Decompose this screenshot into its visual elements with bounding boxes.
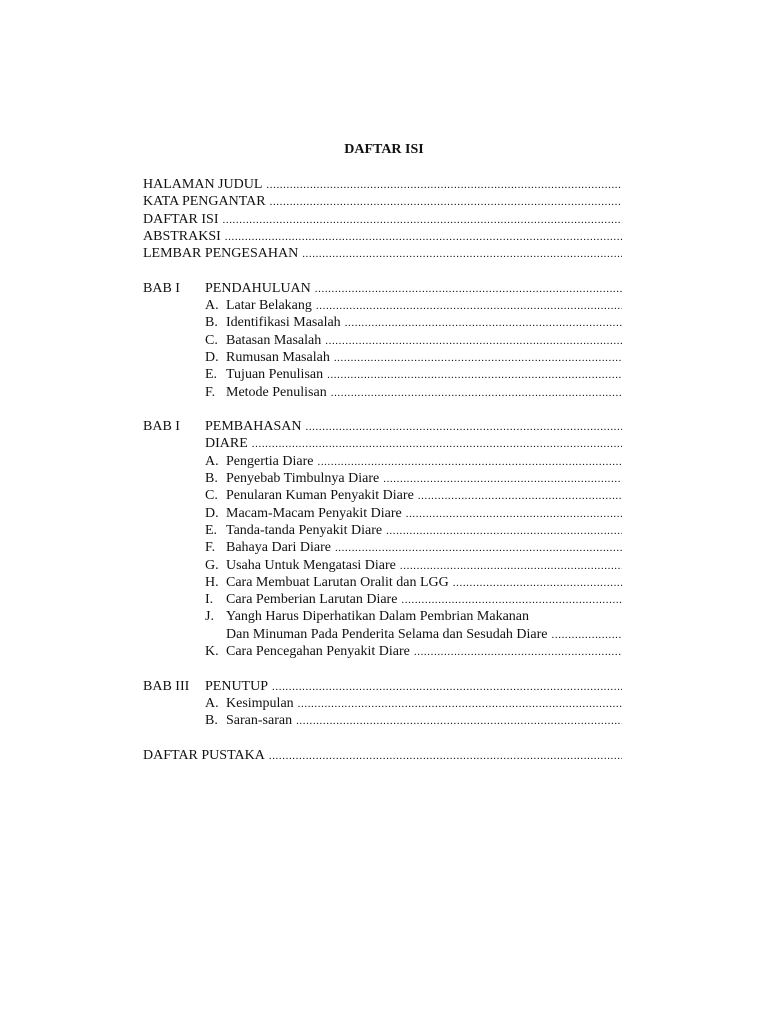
section-letter: B. <box>205 471 218 487</box>
toc-section <box>143 712 622 729</box>
dot-leader <box>406 506 622 523</box>
dot-leader <box>345 315 622 332</box>
section-letter: A. <box>205 453 219 469</box>
chapter-subtitle: DIARE <box>205 436 248 452</box>
toc-section <box>143 349 622 366</box>
dot-leader <box>272 679 622 696</box>
section-title: Cara Membuat Larutan Oralit dan LGG <box>226 574 449 590</box>
toc-section <box>143 539 622 556</box>
dot-leader <box>334 350 622 367</box>
dot-leader <box>302 246 622 263</box>
dot-leader <box>298 696 622 713</box>
section-letter: H. <box>205 574 219 590</box>
section-title: Cara Pemberian Larutan Diare <box>226 592 398 608</box>
section-title: Yangh Harus Diperhatikan Dalam Pembrian Makanan <box>226 609 530 625</box>
toc-entry-lembar-pengesahan <box>143 245 622 262</box>
toc-section <box>143 470 622 487</box>
section-title: Tanda-tanda Penyakit Diare <box>226 522 383 538</box>
dot-leader <box>453 575 622 592</box>
toc-entry-label: DAFTAR ISI <box>143 211 219 227</box>
page-title: DAFTAR ISI <box>344 142 424 157</box>
section-letter: D. <box>205 349 219 365</box>
section-letter: B. <box>205 713 218 729</box>
dot-leader <box>327 367 622 384</box>
dot-leader <box>270 194 622 211</box>
dot-leader <box>386 523 622 540</box>
dot-leader <box>316 298 622 315</box>
toc-entry-abstraksi <box>143 228 622 245</box>
section-title: Bahaya Dari Diare <box>226 540 331 556</box>
toc-section <box>143 591 622 608</box>
dot-leader <box>383 471 622 488</box>
toc-section <box>143 643 622 660</box>
chapter-number: BAB I <box>143 419 180 435</box>
section-letter: I. <box>205 592 214 608</box>
dot-leader <box>266 177 622 194</box>
dot-leader <box>296 713 622 730</box>
section-letter: F. <box>205 540 216 556</box>
toc-section <box>143 314 622 331</box>
toc-entry-daftar-pustaka <box>143 747 622 764</box>
section-title: Usaha Untuk Mengatasi Diare <box>226 557 396 573</box>
dot-leader <box>315 281 622 298</box>
section-title: Macam-Macam Penyakit Diare <box>226 505 402 521</box>
dot-leader <box>335 540 622 557</box>
toc-section <box>143 453 622 470</box>
toc-section <box>143 366 622 383</box>
toc-entry-label: ABSTRAKSI <box>143 228 221 244</box>
toc-chapter-subtitle <box>143 435 622 452</box>
section-title: Pengertia Diare <box>226 453 314 469</box>
section-letter: C. <box>205 488 218 504</box>
toc-section <box>143 608 622 625</box>
dot-leader <box>418 488 622 505</box>
section-title: Batasan Masalah <box>226 332 322 348</box>
dot-leader <box>401 592 622 609</box>
chapter-title: PENUTUP <box>205 678 269 694</box>
table-of-contents <box>143 176 622 764</box>
dot-leader <box>223 212 623 229</box>
section-letter: A. <box>205 695 219 711</box>
section-letter: A. <box>205 298 219 314</box>
dot-leader <box>225 229 622 246</box>
dot-leader <box>331 385 622 402</box>
section-letter: G. <box>205 557 219 573</box>
section-title: Metode Penulisan <box>226 384 327 400</box>
section-letter: D. <box>205 505 219 521</box>
section-title: Saran-saran <box>226 713 293 729</box>
toc-entry-daftar-isi <box>143 211 622 228</box>
toc-entry-label: KATA PENGANTAR <box>143 194 266 210</box>
toc-section <box>143 332 622 349</box>
section-title: Tujuan Penulisan <box>226 367 324 383</box>
dot-leader <box>317 454 622 471</box>
section-title: Cara Pencegahan Penyakit Diare <box>226 644 410 660</box>
section-title: Penyebab Timbulnya Diare <box>226 471 380 487</box>
toc-section <box>143 574 622 591</box>
dot-leader <box>252 436 622 453</box>
toc-section <box>143 522 622 539</box>
toc-entry-label: LEMBAR PENGESAHAN <box>143 246 299 262</box>
section-title: Identifikasi Masalah <box>226 315 341 331</box>
toc-entry-label: DAFTAR PUSTAKA <box>143 747 265 763</box>
section-title: Rumusan Masalah <box>226 349 330 365</box>
toc-section <box>143 505 622 522</box>
section-letter: E. <box>205 522 218 538</box>
toc-chapter-penutup <box>143 678 622 695</box>
toc-section <box>143 695 622 712</box>
dot-leader <box>400 558 622 575</box>
chapter-number: BAB I <box>143 280 180 296</box>
section-letter: F. <box>205 384 216 400</box>
dot-leader <box>414 644 622 661</box>
toc-section <box>143 384 622 401</box>
chapter-title: PENDAHULUAN <box>205 280 311 296</box>
toc-section <box>143 487 622 504</box>
dot-leader <box>269 748 622 765</box>
toc-entry-label: HALAMAN JUDUL <box>143 177 263 192</box>
section-title: Kesimpulan <box>226 695 294 711</box>
dot-leader <box>552 627 622 644</box>
toc-entry-halaman-judul <box>143 176 622 193</box>
toc-chapter-pendahuluan <box>143 280 622 297</box>
toc-section <box>143 557 622 574</box>
section-title-continued: Dan Minuman Pada Penderita Selama dan Sesudah Diare <box>226 626 548 642</box>
chapter-number: BAB III <box>143 678 190 694</box>
section-letter: B. <box>205 315 218 331</box>
toc-section <box>143 297 622 314</box>
section-title: Latar Belakang <box>226 298 312 314</box>
section-letter: E. <box>205 367 218 383</box>
chapter-title: PEMBAHASAN <box>205 419 302 435</box>
dot-leader <box>305 419 622 436</box>
section-letter: J. <box>205 609 214 625</box>
toc-chapter-pembahasan <box>143 418 622 435</box>
section-letter: K. <box>205 644 219 660</box>
toc-entry-kata-pengantar <box>143 193 622 210</box>
section-title: Penularan Kuman Penyakit Diare <box>226 488 414 504</box>
section-letter: C. <box>205 332 218 348</box>
toc-section-continuation <box>143 626 622 643</box>
dot-leader <box>325 333 622 350</box>
